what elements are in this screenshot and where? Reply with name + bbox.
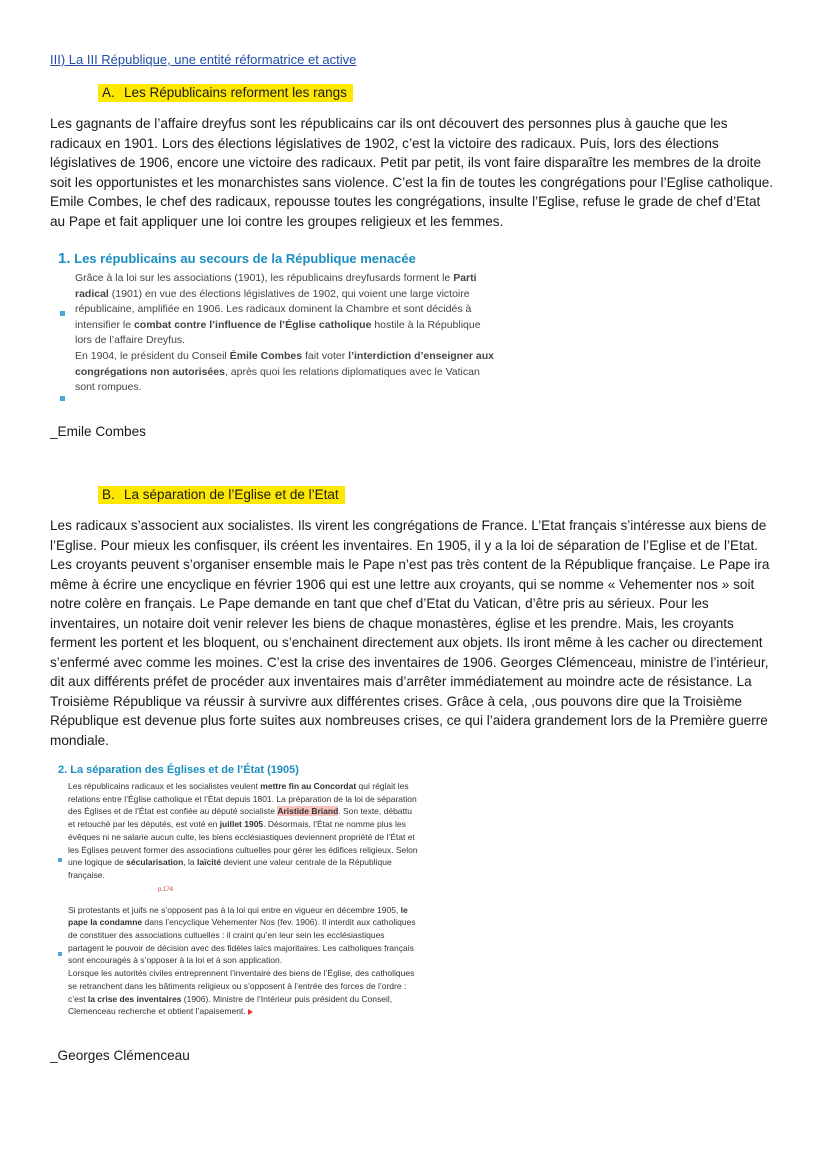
bullet-icon (60, 396, 65, 401)
section-title[interactable]: III) La III République, une entité réformatrice et active (50, 52, 357, 67)
excerpt-2-p3: Lorsque les autorités civiles entreprennent l’inventaire des biens de l’Église, des catholiques se retranchent dans les bâtiments religieux ou s’opposent à l’entrée des forces de l’ordre : c’est la crise des inventaires (1906). Ministre de l’Intérieur puis président du Conseil, Clemenceau recherche et obtient l’apaisement. (68, 968, 415, 1017)
subheading-a-title: Les Républicains reforment les rangs (124, 85, 347, 100)
excerpt-2-p1: Les républicains radicaux et les socialistes veulent mettre fin au Concordat qui réglait les relations entre l’Église catholique et l’État depuis 1801. La préparation de la loi de séparation des Églises et de l’État est confiée au député socialiste Aristide Briand. Son texte, débattu et retouché par les députés, est voté en juillet 1905. Désormais, l’État ne nomme plus les évêques ni ne salarie aucun culte, les biens ecclésiastiques deviennent propriété de l’État et les Églises peuvent former des associations cultuelles pour gérer les édifices religieux. Selon une logique de sécularisation, la laïcité devient une valeur centrale de la République française. (68, 781, 418, 880)
excerpt-2 (58, 764, 418, 1018)
page-ref: p.174 (158, 886, 174, 893)
subheading-a (98, 84, 353, 102)
red-arrow-icon (248, 1009, 253, 1015)
excerpt-1-title: Les républicains au secours de la République menacée (74, 251, 416, 266)
excerpt-2-p2: Si protestants et juifs ne s’opposent pas à la loi qui entre en vigueur en décembre 1905, le pape la condamne dans l’encyclique Vehementer Nos (fev. 1906). Il interdit aux catholiques de constituer des associations cultuelles : il craint qu’en leur sein les ecclésiastiques partagent le pouvoir de décision avec des fidèles laïcs majoritaires. Les catholiques français sont encouragés à s’opposer à la loi et à son application. (68, 904, 416, 966)
excerpt-1-heading (58, 250, 498, 267)
bullet-icon (58, 858, 62, 862)
subheading-b-letter: B. (102, 487, 115, 502)
paragraph-a-text: Les gagnants de l’affaire dreyfus sont les républicains car ils ont découvert des personnes plus à gauche que les radicaux en 1901. Lors des élections législatives de 1902, c’est la victoire des radicaux. Puis, lors des élections législatives de 1906, encore une victoire des radicaux. Petit par petit, ils vont faire disparaître les membres de la droite soit les opportunistes et les monarchistes sans violence. C’est la fin de toutes les congrégations pour l’Eglise catholique. Emile Combes, le chef des radicaux, repousse toutes les congrégations, insulte l’Eglise, refuse le grade de chef d’Etat au Pape et fait appliquer une loi contre les groupes religieux et les femmes. (50, 116, 774, 229)
bullet-icon (60, 311, 65, 316)
excerpt-2-title: 2. La séparation des Églises et de l’État (1905) (58, 764, 299, 776)
paragraph-b-text: Les radicaux s’associent aux socialistes. Ils virent les congrégations de France. L’Etat français s’intéresse aux biens de l’Eglise. Pour mieux les confisquer, ils créent les inventaires. En 1905, il y a la loi de séparation de l’Eglise et de l’Etat. Les croyants peuvent s’organiser ensemble mais le Pape n’est pas très content de la République française. Le Pape ira même à écrire une encyclique en février 1906 qui est une lettre aux croyants, qui se nomme « Vehementer nos » soit notre colère en français. Le Pape demande en tant que chef d’Etat du Vatican, d’être pris au sérieux. Pour les inventaires, un notaire doit venir relever les biens de chaque monastères, église et les prendre. Mais, les croyants ferment les portent et les bloquent, ou s’enchainent directement aux objets. Ils iront même à les cacher ou directement s’enfermé avec comme les moines. C’est la crise des inventaires de 1906. Georges Clémenceau, ministre de l’intérieur, dit aux différents préfet de procéder aux inventaires mais d’arrêter immédiatement au moindre acte de résistance. La Troisième République va réussir à survivre aux différentes crises. Grâce à cela, ,ous pouvons dire que la Troisième République est devenue plus forte suites aux nombreuses crises, ce qui l’aidera grandement lors de la Première guerre mondiale. (50, 518, 770, 748)
caption-georges-clemenceau: _Georges Clémenceau (50, 1048, 190, 1063)
excerpt-1-body (58, 271, 498, 396)
caption-emile-combes: _Emile Combes (50, 424, 146, 439)
bullet-icon (58, 952, 62, 956)
subheading-b-title: La séparation de l’Eglise et de l’Etat (124, 487, 339, 502)
excerpt-1-p2: En 1904, le président du Conseil Émile Combes fait voter l’interdiction d’enseigner aux congrégations non autorisées, après quoi les relations diplomatiques avec le Vatican sont rompues. (75, 349, 495, 394)
excerpt-1 (58, 250, 498, 396)
paragraph-a (50, 114, 776, 231)
excerpt-1-p1: Grâce à la loi sur les associations (1901), les républicains dreyfusards forment le Parti radical (1901) en vue des élections législatives de 1902, qui voient une large victoire républicaine, amplifiée en 1906. Les radicaux dominent la Chambre et sont décidés à intensifier le combat contre l’influence de l’Église catholique hostile à la République lors de l’affaire Dreyfus. (75, 272, 481, 347)
paragraph-b (50, 516, 776, 750)
excerpt-1-number: 1. (58, 250, 71, 267)
subheading-a-letter: A. (102, 85, 115, 100)
subheading-b (98, 486, 345, 504)
excerpt-2-body (58, 780, 418, 1018)
